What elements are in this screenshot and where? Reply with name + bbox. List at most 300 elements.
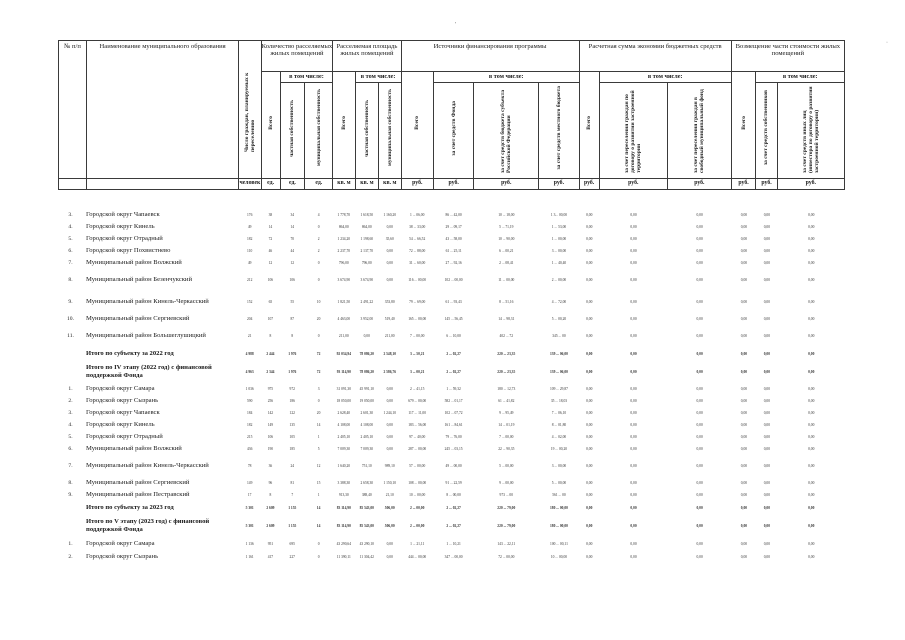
row-municipality-name: Муниципальный район Безенчукский	[86, 276, 192, 284]
row-value-cell: 2 548,10	[383, 352, 397, 356]
row-value-cell: 0,00	[740, 423, 748, 427]
row-value-cell: 0,00	[386, 387, 393, 391]
row-value-cell: 11 304,42	[359, 555, 374, 559]
row-value-cell: 102 ... 07,72	[444, 411, 463, 415]
header-area-municipal: муниципальная собственность	[379, 83, 401, 179]
row-value-cell: 0,00	[740, 249, 748, 253]
unit-cell	[59, 178, 87, 189]
row-value-cell: 2 237,70	[337, 249, 351, 253]
row-value-cell: 0,00	[586, 464, 593, 468]
row-value-cell: 5 ... 00,20	[551, 317, 567, 321]
row-value-cell: 0,00	[808, 435, 815, 439]
row-value-cell: 106	[267, 278, 274, 282]
row-value-cell: 72 ... 00,00	[498, 555, 515, 559]
row-value-cell: 0,00	[630, 317, 637, 321]
row-value-cell: 27 ... 92,16	[445, 261, 462, 265]
row-value-cell: 55	[290, 300, 295, 304]
row-value-cell: 0,00	[386, 261, 393, 265]
row-value-cell: 0,00	[763, 464, 771, 468]
row-value-cell: 83 114,90	[336, 524, 351, 528]
row-value-cell: 0,00	[740, 399, 748, 403]
row-value-cell: 582 ... 01,17	[444, 399, 463, 403]
header-people: Число граждан, планируемых к переселению	[239, 41, 261, 179]
row-value-cell: 0,00	[630, 352, 637, 356]
row-value-cell: 93 114,90	[336, 370, 351, 374]
row-value-cell: 0,00	[763, 542, 771, 546]
row-number	[58, 347, 86, 361]
row-value-cell: 679 ... 00,00	[408, 399, 427, 403]
row-value-cell: 85 543,00	[359, 506, 374, 510]
row-municipality-name: Итого по IV этапу (2022 год) с финансовой поддержкой Фонда	[86, 364, 212, 379]
row-value-cell: 29 ... 09,17	[445, 225, 462, 229]
row-value-cell: 0,00	[696, 300, 703, 304]
row-value-cell: 0,00	[763, 334, 771, 338]
row-value-cell: 180 ... 00,00	[549, 524, 568, 528]
row-value-cell: 0,00	[586, 481, 593, 485]
table-row	[58, 501, 845, 515]
row-value-cell: 2 ... 00,00	[551, 278, 567, 282]
row-value-cell: 211,00	[384, 334, 395, 338]
header-savings-development: за счет переселения граждан по договору о развитии застроенной территории	[599, 83, 667, 179]
table-body	[58, 209, 845, 563]
row-value-cell: 0,00	[586, 447, 593, 451]
row-number: 5.	[68, 434, 73, 440]
unit-rub: руб.	[539, 178, 579, 189]
table-row	[58, 313, 845, 325]
row-value-cell: 0,00	[630, 542, 637, 546]
row-value-cell: 220 ... 23,35	[497, 352, 516, 356]
row-value-cell: 220 ... 79,00	[497, 506, 516, 510]
header-count-incl: в том числе:	[280, 72, 333, 83]
row-value-cell: 1 778,70	[337, 213, 351, 217]
table-row	[58, 347, 845, 361]
row-municipality-name: Городской округ Кинель	[86, 223, 155, 231]
row-value-cell: 43 290,10	[359, 542, 374, 546]
row-value-cell: 2 ... 00,00	[410, 506, 425, 510]
row-value-cell: 4 463,00	[337, 317, 351, 321]
row-value-cell: 21,10	[385, 493, 394, 497]
row-value-cell: 0,00	[630, 423, 637, 427]
row-value-cell: 165 ... 00,00	[408, 317, 427, 321]
row-value-cell: 79 ... 69,00	[409, 300, 426, 304]
row-value-cell: 1 150,10	[383, 481, 397, 485]
row-municipality-name: Итого по субъекту за 2022 год	[86, 350, 174, 358]
row-value-cell: 49	[247, 225, 252, 229]
row-value-cell: 2 137,70	[360, 249, 374, 253]
row-value-cell: 0,00	[586, 261, 593, 265]
row-value-cell: 0,00	[630, 213, 637, 217]
row-value-cell: 182	[246, 423, 253, 427]
row-value-cell: 0,00	[808, 481, 815, 485]
row-value-cell: 0,00	[386, 399, 393, 403]
row-value-cell: 5 301	[245, 524, 254, 528]
unit-rub: руб.	[579, 178, 599, 189]
row-value-cell: 0,00	[630, 435, 637, 439]
row-value-cell: 85 543,00	[359, 524, 374, 528]
row-value-cell: 0,00	[763, 278, 771, 282]
row-value-cell: 796,00	[338, 261, 349, 265]
row-value-cell: 10 ... 18,00	[498, 213, 515, 217]
row-value-cell: 1 198,60	[360, 237, 374, 241]
row-value-cell: 0,00	[696, 447, 703, 451]
table-row	[58, 407, 845, 419]
row-value-cell: 0,00	[630, 387, 637, 391]
table-row	[58, 233, 845, 245]
row-value-cell: 0,00	[630, 506, 637, 510]
row-value-cell: 0,00	[696, 370, 703, 374]
row-number: 6.	[68, 248, 73, 254]
row-value-cell: 54 ... 66,52	[409, 237, 426, 241]
unit-people: человек	[239, 178, 261, 189]
row-value-cell: 72	[268, 237, 273, 241]
row-value-cell: 9 ... 95,49	[499, 411, 514, 415]
row-value-cell: 4 988	[245, 352, 254, 356]
row-value-cell: 6 ... 10,00	[446, 334, 461, 338]
header-area-total: Всего	[333, 72, 355, 179]
row-value-cell: 20	[316, 411, 321, 415]
unit-units: ед.	[261, 178, 280, 189]
row-value-cell: 106	[267, 435, 274, 439]
table-row	[58, 209, 845, 221]
row-value-cell: 204	[246, 317, 253, 321]
row-value-cell: 2 ... 02,27	[446, 506, 461, 510]
header-savings-free-fund: за счет переселения граждан в свободный муниципальный фонд	[667, 83, 731, 179]
row-value-cell: 117 ... 11,00	[408, 411, 427, 415]
row-value-cell: 7 ... 00,00	[499, 435, 514, 439]
row-number: 3.	[68, 410, 73, 416]
row-value-cell: 0,00	[740, 506, 748, 510]
row-value-cell: 105	[289, 435, 295, 439]
row-value-cell: 0,00	[763, 506, 771, 510]
row-value-cell: 86 ... 42,00	[445, 213, 462, 217]
row-municipality-name: Городской округ Похвистнево	[86, 247, 171, 255]
row-value-cell: 96	[268, 481, 273, 485]
row-value-cell: 108 ... 00,00	[408, 481, 427, 485]
row-number: 3.	[68, 212, 73, 218]
row-value-cell: 0,00	[696, 237, 703, 241]
row-value-cell: 0,00	[586, 237, 593, 241]
row-value-cell: 116 ... 00,00	[408, 278, 427, 282]
row-value-cell: 402 ... 72	[499, 334, 514, 338]
unit-rub: руб.	[599, 178, 667, 189]
row-value-cell: 72 ... 88,00	[409, 249, 426, 253]
row-value-cell: 0,00	[696, 399, 703, 403]
row-value-cell: 0,00	[763, 524, 771, 528]
unit-rub: руб.	[401, 178, 433, 189]
row-value-cell: 35 ... 18,03	[550, 399, 568, 403]
row-value-cell: 184	[246, 411, 253, 415]
row-value-cell: 0,00	[586, 435, 593, 439]
table-row	[58, 395, 845, 407]
row-number: 4.	[68, 422, 73, 428]
row-value-cell: 0,00	[696, 423, 703, 427]
row-municipality-name: Городской округ Отрадный	[86, 235, 163, 243]
table-row	[58, 537, 845, 551]
row-value-cell: 519,40	[384, 317, 395, 321]
row-value-cell: 0,00	[586, 411, 593, 415]
row-value-cell: 139 ... 06,00	[549, 352, 568, 356]
row-value-cell: 0,00	[386, 542, 393, 546]
row-value-cell: 0,00	[630, 300, 637, 304]
row-number: 6.	[68, 446, 73, 452]
row-value-cell: 0,00	[386, 435, 393, 439]
row-value-cell: 1 976	[288, 352, 297, 356]
row-value-cell: 972	[289, 387, 295, 391]
row-value-cell: 0,00	[740, 317, 748, 321]
row-value-cell: 38	[268, 213, 273, 217]
row-value-cell: 0,00	[586, 423, 593, 427]
row-value-cell: 0,00	[696, 225, 703, 229]
row-value-cell: 0,00	[586, 555, 593, 559]
row-value-cell: 0,00	[808, 423, 815, 427]
row-value-cell: 0,00	[630, 237, 637, 241]
row-value-cell: 0,00	[696, 387, 703, 391]
row-value-cell: 79 ... 76,00	[445, 435, 462, 439]
row-municipality-name: Городской округ Самара	[86, 385, 155, 393]
header-area-incl: в том числе:	[355, 72, 401, 83]
row-value-cell: 0,00	[808, 237, 815, 241]
row-value-cell: 38 ... 33,00	[409, 225, 426, 229]
header-count-private: частная собственность	[280, 83, 305, 179]
row-value-cell: 2 344	[266, 370, 275, 374]
row-value-cell: 913,30	[338, 493, 349, 497]
row-value-cell: 70	[290, 237, 295, 241]
unit-rub: руб.	[433, 178, 473, 189]
row-value-cell: 5 301	[245, 506, 254, 510]
row-value-cell: 0,00	[630, 249, 637, 253]
row-value-cell: 0,00	[763, 423, 771, 427]
row-value-cell: 0,00	[763, 249, 771, 253]
row-value-cell: 0,00	[586, 493, 593, 497]
row-value-cell: 0,00	[386, 249, 393, 253]
row-value-cell: 149	[246, 481, 253, 485]
header-subject-budget: за счет средств бюджета субъекта Российской Федерации	[474, 83, 539, 179]
table-row	[58, 325, 845, 347]
row-municipality-name: Городской округ Кинель	[86, 421, 155, 429]
row-number	[58, 501, 86, 515]
row-value-cell: 2	[317, 237, 320, 241]
row-value-cell: 31 ... 60,00	[409, 261, 426, 265]
header-refund-owners: за счет средств собственников	[756, 83, 777, 179]
row-value-cell: 590	[246, 399, 253, 403]
unit-sqm: кв. м	[379, 178, 401, 189]
row-value-cell: 7 ... 06,10	[551, 411, 567, 415]
row-number: 7.	[68, 260, 73, 266]
row-value-cell: 0,00	[808, 352, 815, 356]
row-value-cell: 0,00	[740, 542, 748, 546]
row-value-cell: 8	[291, 334, 294, 338]
unit-units: ед.	[280, 178, 305, 189]
row-value-cell: 8 ... 01,80	[551, 423, 567, 427]
row-value-cell: 0,00	[696, 493, 703, 497]
row-value-cell: 0,00	[808, 249, 815, 253]
row-value-cell: 102 ... 00,00	[444, 278, 463, 282]
row-value-cell: 0,00	[630, 399, 637, 403]
row-municipality-name: Муниципальный район Пестравский	[86, 491, 190, 499]
row-number: 4.	[68, 224, 73, 230]
row-value-cell: 0,00	[740, 464, 748, 468]
row-value-cell: 0,00	[740, 261, 748, 265]
row-value-cell: 444 ... 00,00	[408, 555, 427, 559]
row-value-cell: 0,00	[630, 555, 637, 559]
row-value-cell: 1 640,20	[337, 464, 351, 468]
row-value-cell: 3 952,00	[360, 317, 374, 321]
row-value-cell: 18 050,00	[336, 399, 351, 403]
row-value-cell: 10 ... 90,00	[498, 237, 515, 241]
unit-cell	[86, 178, 238, 189]
row-value-cell: 143 ... 22,11	[497, 542, 516, 546]
row-value-cell: 0,00	[763, 493, 771, 497]
row-value-cell: 9 ... 00,00	[499, 481, 514, 485]
row-value-cell: 142	[267, 411, 274, 415]
row-value-cell: 0,00	[763, 225, 771, 229]
row-value-cell: 0,00	[763, 447, 771, 451]
row-value-cell: 0,00	[696, 352, 703, 356]
row-value-cell: 97 ... 40,00	[409, 435, 426, 439]
row-value-cell: 11 ... 00,00	[498, 278, 515, 282]
header-count-total: Всего	[261, 72, 280, 179]
row-value-cell: 212	[246, 278, 253, 282]
row-value-cell: 1	[317, 493, 320, 497]
unit-rub: руб.	[777, 178, 844, 189]
row-value-cell: 0,00	[763, 399, 771, 403]
row-value-cell: 14 ... 01,19	[498, 423, 515, 427]
row-value-cell: 0,00	[696, 261, 703, 265]
row-municipality-name: Городской округ Сызрань	[86, 553, 159, 561]
header-fund: за счет средств Фонда	[433, 83, 473, 179]
row-value-cell: 3 ... 50,21	[410, 352, 425, 356]
row-value-cell: 61 ... 93,43	[445, 300, 462, 304]
row-value-cell: 0,00	[808, 542, 815, 546]
row-value-cell: 0,00	[386, 555, 393, 559]
row-value-cell: 0,00	[696, 249, 703, 253]
row-value-cell: 14	[268, 225, 273, 229]
row-value-cell: 1 ... 21,11	[410, 542, 425, 546]
row-number: 2.	[68, 398, 73, 404]
row-value-cell: 145 ... 56,45	[444, 317, 463, 321]
row-value-cell: 220 ... 23,35	[497, 370, 516, 374]
row-value-cell: 245 ... 03,15	[444, 447, 463, 451]
row-value-cell: 0,00	[763, 387, 771, 391]
unit-rub: руб.	[667, 178, 731, 189]
row-value-cell: 185	[289, 447, 295, 451]
row-value-cell: 0,00	[763, 555, 771, 559]
row-value-cell: 0,00	[696, 464, 703, 468]
row-value-cell: 21	[247, 334, 252, 338]
row-value-cell: 43 290,64	[336, 542, 351, 546]
row-value-cell: 2 628,40	[337, 411, 351, 415]
row-value-cell: 1 ... 53,00	[551, 225, 567, 229]
row-municipality-name: Городской округ Чапаевск	[86, 211, 160, 219]
header-sources-incl: в том числе:	[433, 72, 579, 83]
row-number: 9.	[68, 299, 73, 305]
row-value-cell: 5	[317, 447, 320, 451]
row-value-cell: 31 091,30	[336, 387, 351, 391]
row-value-cell: 0,00	[808, 213, 815, 217]
row-value-cell: 0,00	[586, 334, 593, 338]
row-value-cell: 0	[317, 334, 320, 338]
row-value-cell: 0,00	[763, 317, 771, 321]
row-value-cell: 0,00	[740, 213, 748, 217]
row-value-cell: 0,00	[386, 423, 393, 427]
row-value-cell: 14 ... 98,31	[498, 317, 515, 321]
row-value-cell: 0,00	[696, 542, 703, 546]
row-value-cell: 0,00	[586, 524, 593, 528]
row-value-cell: 0,00	[763, 435, 771, 439]
row-value-cell: 4 ... 02,00	[551, 435, 567, 439]
row-value-cell: 0,00	[630, 334, 637, 338]
row-value-cell: 7 ... 00,00	[410, 334, 425, 338]
row-number	[58, 515, 86, 537]
row-value-cell: 10 ... 00,00	[550, 555, 568, 559]
row-municipality-name: Муниципальный район Волжский	[86, 445, 182, 453]
table-row	[58, 455, 845, 477]
row-value-cell: 4	[317, 213, 320, 217]
row-value-cell: 989,10	[384, 464, 395, 468]
row-value-cell: 122	[289, 411, 295, 415]
row-value-cell: 287 ... 00,00	[408, 447, 427, 451]
row-value-cell: 1 3... 00,00	[550, 213, 568, 217]
row-value-cell: 388,40	[361, 493, 372, 497]
row-value-cell: 190	[267, 447, 274, 451]
row-number: 7.	[68, 463, 73, 469]
row-value-cell: 0,00	[586, 225, 593, 229]
row-municipality-name: Муниципальный район Волжский	[86, 259, 182, 267]
row-value-cell: 0,00	[586, 300, 593, 304]
row-value-cell: 6 ... 00,21	[499, 249, 514, 253]
row-value-cell: 19 ... 00,20	[550, 447, 568, 451]
row-value-cell: 973 ... 00	[499, 493, 514, 497]
row-value-cell: 1 ... 40,40	[551, 261, 567, 265]
row-value-cell: 3 ... 00,00	[551, 249, 567, 253]
row-value-cell: 0,00	[696, 435, 703, 439]
row-municipality-name: Муниципальный район Большеглушицкий	[86, 332, 206, 340]
row-value-cell: 78 086,20	[359, 370, 374, 374]
row-value-cell: 12	[268, 261, 273, 265]
row-value-cell: 14	[316, 423, 321, 427]
row-value-cell: 1 136	[245, 542, 254, 546]
row-value-cell: 0,00	[808, 317, 815, 321]
row-value-cell: 256	[267, 399, 274, 403]
table-row	[58, 443, 845, 455]
row-value-cell: 92 034,94	[336, 352, 351, 356]
header-area-group: Расселяемая площадь жилых помещений	[333, 41, 401, 72]
row-value-cell: 107	[267, 317, 274, 321]
table-row	[58, 431, 845, 443]
header-refund-group: Возмещение части стоимости жилых помещений	[731, 41, 844, 72]
row-value-cell: 2 405,10	[360, 435, 374, 439]
row-value-cell: 0,00	[630, 447, 637, 451]
row-value-cell: 0,00	[740, 524, 748, 528]
row-municipality-name: Муниципальный район Кинель-Черкасский	[86, 298, 209, 306]
row-value-cell: 0	[317, 542, 320, 546]
row-value-cell: 1 155	[288, 506, 297, 510]
row-value-cell: 44	[290, 249, 295, 253]
row-value-cell: 0,00	[586, 506, 593, 510]
table-row	[58, 269, 845, 291]
row-value-cell: 4 108,00	[337, 423, 351, 427]
row-municipality-name: Муниципальный район Сергиевский	[86, 315, 190, 323]
row-value-cell: 0,00	[740, 387, 748, 391]
row-value-cell: 0,00	[808, 506, 815, 510]
header-local-budget: за счет средств местного бюджета	[539, 83, 579, 179]
row-value-cell: 2 ... 00,00	[410, 524, 425, 528]
row-value-cell: 0,00	[630, 493, 637, 497]
row-value-cell: 0,00	[740, 370, 748, 374]
row-value-cell: 796,00	[361, 261, 372, 265]
row-value-cell: 78 086,20	[359, 352, 374, 356]
header-refund-investors: за счет средств иных лиц (инвестора по договору о развитии застроенной территории)	[777, 83, 844, 179]
